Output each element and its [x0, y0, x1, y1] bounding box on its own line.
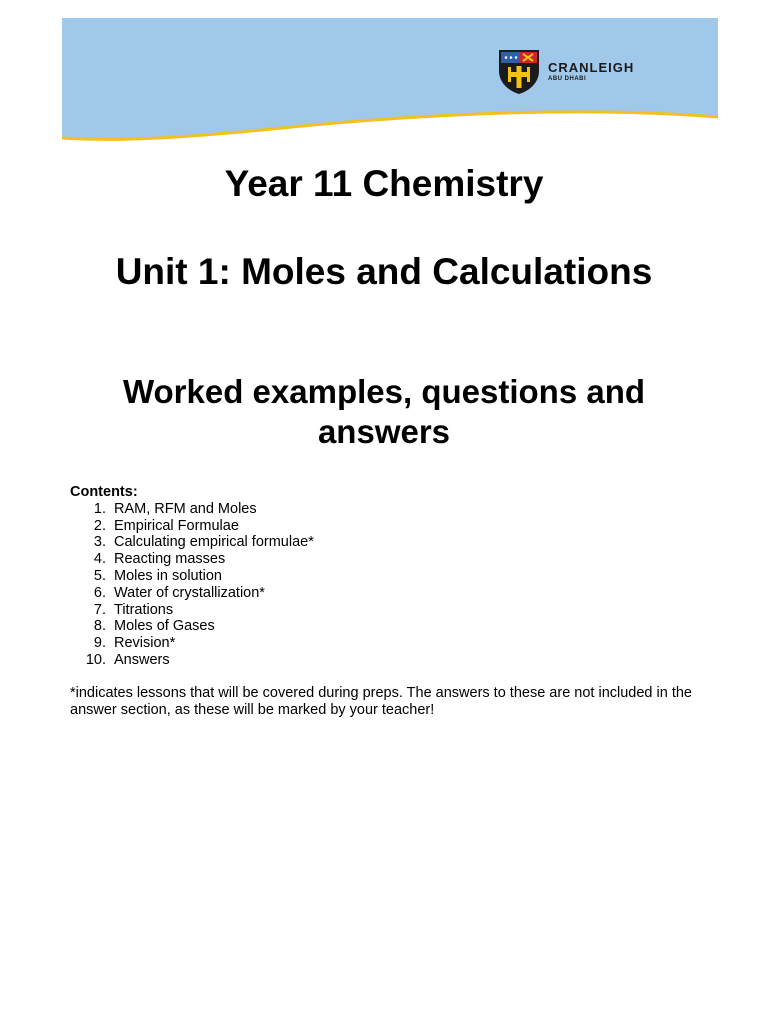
contents-item	[70, 585, 710, 602]
contents-item	[70, 518, 710, 535]
school-logo	[498, 48, 634, 96]
contents-item-number: 6.	[93, 584, 106, 601]
contents-item-number: 10.	[85, 651, 106, 668]
contents-item-label: Moles of Gases	[114, 618, 215, 635]
document-subtitle: Worked examples, questions and answers	[122, 373, 646, 450]
contents-item-label: Empirical Formulae	[114, 517, 239, 534]
contents-item	[70, 501, 710, 518]
contents-item	[70, 534, 710, 551]
contents-item	[70, 652, 710, 669]
logo-name: CRANLEIGH	[548, 60, 635, 75]
contents-heading: Contents:	[70, 484, 138, 500]
contents-item-label: Reacting masses	[114, 551, 226, 568]
preps-note: *indicates lessons that will be covered during preps. The answers to these are not included in the answer section, as these will be marked by your teacher!	[70, 685, 692, 718]
contents-item-number: 2.	[93, 517, 106, 534]
contents-item-number: 5.	[93, 567, 106, 584]
contents-section	[70, 484, 710, 669]
crest-icon	[498, 49, 540, 95]
contents-item-number: 3.	[93, 534, 106, 551]
contents-item-label: RAM, RFM and Moles	[114, 500, 257, 517]
contents-item	[70, 568, 710, 585]
contents-item-label: Moles in solution	[114, 567, 222, 584]
contents-item-number: 9.	[93, 635, 106, 652]
contents-item	[70, 635, 710, 652]
contents-list	[70, 501, 710, 669]
contents-item-label: Answers	[114, 651, 170, 668]
contents-item-number: 8.	[93, 618, 106, 635]
contents-item-label: Titrations	[114, 601, 174, 618]
logo-subtitle: ABU DHABI	[548, 76, 587, 82]
contents-item-label: Calculating empirical formulae*	[114, 534, 314, 551]
contents-item	[70, 602, 710, 619]
course-title: Year 11 Chemistry	[224, 163, 544, 204]
unit-title: Unit 1: Moles and Calculations	[115, 251, 653, 292]
contents-item-label: Revision*	[114, 635, 176, 652]
contents-item	[70, 551, 710, 568]
contents-item-number: 7.	[93, 601, 106, 618]
contents-item-number: 1.	[93, 500, 106, 517]
contents-item-number: 4.	[93, 551, 106, 568]
contents-item-label: Water of crystallization*	[114, 584, 265, 601]
contents-item	[70, 618, 710, 635]
